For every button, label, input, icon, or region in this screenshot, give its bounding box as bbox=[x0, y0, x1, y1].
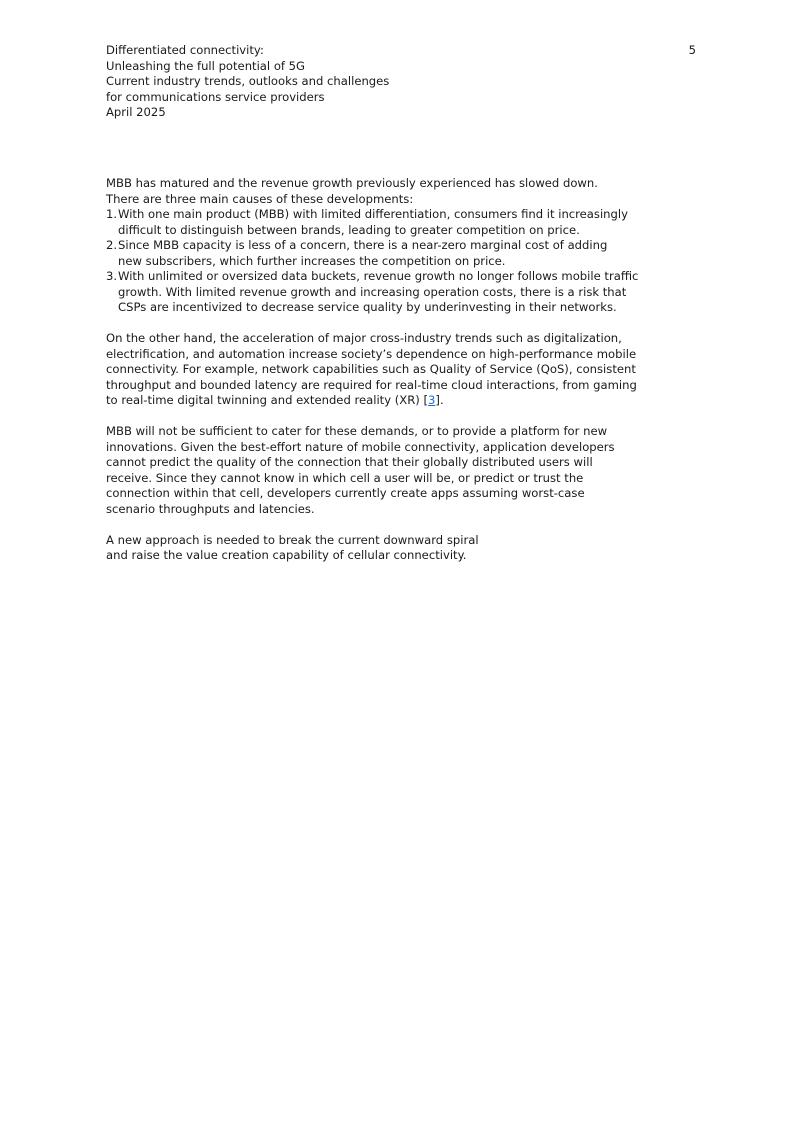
text-line: There are three main causes of these developments: bbox=[106, 191, 414, 206]
text-line: MBB has matured and the revenue growth previously experienced has slowed down. bbox=[106, 176, 598, 190]
list-item bbox=[106, 269, 646, 316]
text-line: On the other hand, the acceleration of major cross-industry trends such as digitalization, bbox=[106, 331, 622, 345]
mbb-insufficient-paragraph bbox=[106, 424, 646, 517]
list-item bbox=[106, 207, 646, 238]
page-number: 5 bbox=[688, 43, 696, 57]
text-line: With unlimited or oversized data buckets, revenue growth no longer follows mobile traffic bbox=[118, 269, 639, 283]
text-line: throughput and bounded latency are required for real-time cloud interactions, from gaming bbox=[106, 377, 637, 392]
text-line: and raise the value creation capability of cellular connectivity. bbox=[106, 548, 467, 562]
list-item-number: 2. bbox=[106, 238, 118, 252]
text-line: electrification, and automation increase society’s dependence on high-performance mobile bbox=[106, 346, 637, 361]
header-line-title: Differentiated connectivity: bbox=[106, 43, 264, 57]
conclusion-paragraph bbox=[106, 533, 646, 564]
header-line-subtitle: Unleashing the full potential of 5G bbox=[106, 58, 306, 73]
text-line: CSPs are incentivized to decrease service quality by underinvesting in their networks. bbox=[118, 300, 617, 314]
reference-link[interactable]: 3 bbox=[428, 393, 436, 407]
text-line: A new approach is needed to break the current downward spiral bbox=[106, 532, 479, 547]
page-header bbox=[106, 43, 696, 121]
intro-paragraph bbox=[106, 176, 646, 207]
list-item bbox=[106, 238, 646, 269]
text-line: connectivity. For example, network capabilities such as Quality of Service (QoS), consistent bbox=[106, 362, 636, 376]
document-title-block bbox=[106, 43, 696, 121]
text-line bbox=[106, 393, 646, 409]
body-text bbox=[106, 176, 646, 564]
list-item-number: 1. bbox=[106, 207, 118, 221]
text-line: Since MBB capacity is less of a concern, there is a near-zero marginal cost of adding bbox=[118, 238, 608, 252]
text-line: difficult to distinguish between brands, leading to greater competition on price. bbox=[118, 222, 580, 237]
text-segment: ]. bbox=[435, 393, 444, 407]
text-line: connection within that cell, developers currently create apps assuming worst-case bbox=[106, 486, 585, 500]
causes-list bbox=[106, 207, 646, 316]
trends-paragraph bbox=[106, 331, 646, 409]
text-segment: to real-time digital twinning and extended reality (XR) [ bbox=[106, 393, 429, 407]
text-line: cannot predict the quality of the connection that their globally distributed users will bbox=[106, 455, 593, 469]
text-line: scenario throughputs and latencies. bbox=[106, 501, 315, 516]
header-line-description: Current industry trends, outlooks and challenges bbox=[106, 74, 390, 88]
text-line: new subscribers, which further increases the competition on price. bbox=[118, 253, 506, 268]
text-line: MBB will not be sufficient to cater for these demands, or to provide a platform for new bbox=[106, 424, 608, 438]
header-line-description-cont: for communications service providers bbox=[106, 89, 325, 104]
text-line: innovations. Given the best-effort nature of mobile connectivity, application developers bbox=[106, 439, 615, 454]
text-line: receive. Since they cannot know in which cell a user will be, or predict or trust the bbox=[106, 470, 584, 485]
list-item-number: 3. bbox=[106, 269, 118, 283]
header-line-date: April 2025 bbox=[106, 105, 166, 119]
text-line: With one main product (MBB) with limited differentiation, consumers find it increasingly bbox=[118, 207, 628, 221]
text-line: growth. With limited revenue growth and increasing operation costs, there is a risk that bbox=[118, 284, 627, 299]
